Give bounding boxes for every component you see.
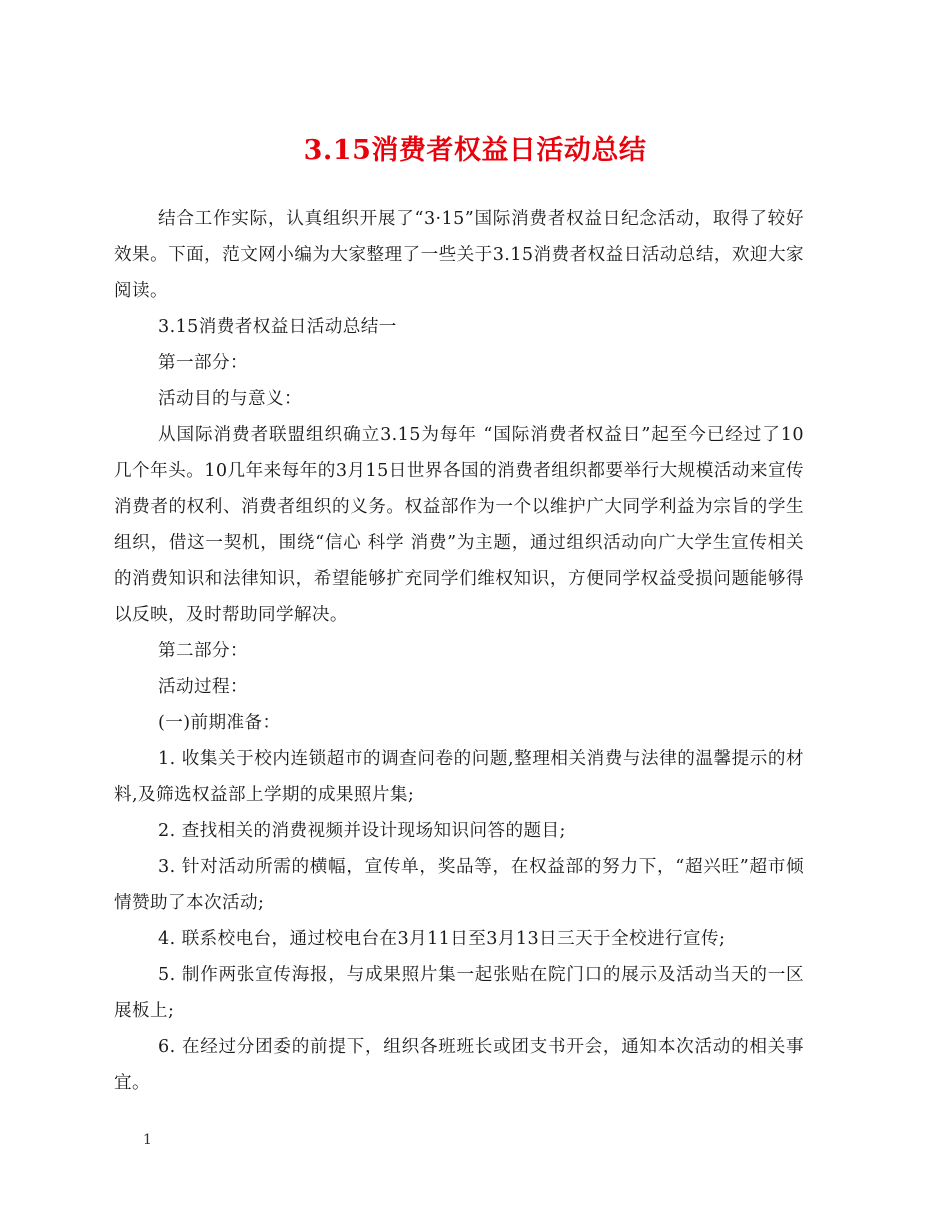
document-title: 3.15消费者权益日活动总结 — [303, 135, 647, 166]
paragraph-purpose-heading: 活动目的与意义： — [158, 389, 302, 409]
paragraph-process-heading: 活动过程： — [158, 677, 248, 697]
list-item-3: 3. 针对活动所需的横幅，宣传单，奖品等，在权益部的努力下，“超兴旺”超市倾情赞助了本次活动; — [114, 857, 804, 913]
paragraph-part-one: 第一部分： — [158, 353, 248, 373]
paragraph-purpose: 从国际消费者联盟组织确立3.15为每年 “国际消费者权益日”起至今已经过了10几个年头。10几年来每年的3月15日世界各国的消费者组织都要举行大规模活动来宣传消费者的权利、消费者组织的义务。权益部作为一个以维护广大同学利益为宗旨的学生组织，借这一契机，围绕“信心 科学 消费”为主题，通过组织活动向广大学生宣传相关的消费知识和法律知识，希望能够扩充同学们维权知识，方便同学权益受损问题能够得以反映，及时帮助同学解决。 — [114, 425, 804, 625]
page-number: 1 — [143, 1132, 152, 1148]
paragraph-part-two: 第二部分： — [158, 641, 248, 661]
list-item-5: 5. 制作两张宣传海报，与成果照片集一起张贴在院门口的展示及活动当天的一区展板上; — [114, 965, 804, 1021]
list-item-1: 1. 收集关于校内连锁超市的调查问卷的问题,整理相关消费与法律的温馨提示的材料,及筛选权益部上学期的成果照片集; — [114, 749, 804, 805]
paragraph-intro: 结合工作实际，认真组织开展了“3·15”国际消费者权益日纪念活动，取得了较好效果。下面，范文网小编为大家整理了一些关于3.15消费者权益日活动总结，欢迎大家阅读。 — [114, 209, 804, 301]
paragraph-section-heading: 3.15消费者权益日活动总结一 — [158, 317, 397, 337]
paragraph-preparation-heading: (一)前期准备： — [158, 713, 281, 733]
document-body — [114, 201, 804, 1101]
list-item-6: 6. 在经过分团委的前提下，组织各班班长或团支书开会，通知本次活动的相关事宜。 — [114, 1037, 804, 1093]
list-item-2: 2. 查找相关的消费视频并设计现场知识问答的题目; — [158, 821, 566, 841]
list-item-4: 4. 联系校电台，通过校电台在3月11日至3月13日三天于全校进行宣传; — [158, 929, 726, 949]
